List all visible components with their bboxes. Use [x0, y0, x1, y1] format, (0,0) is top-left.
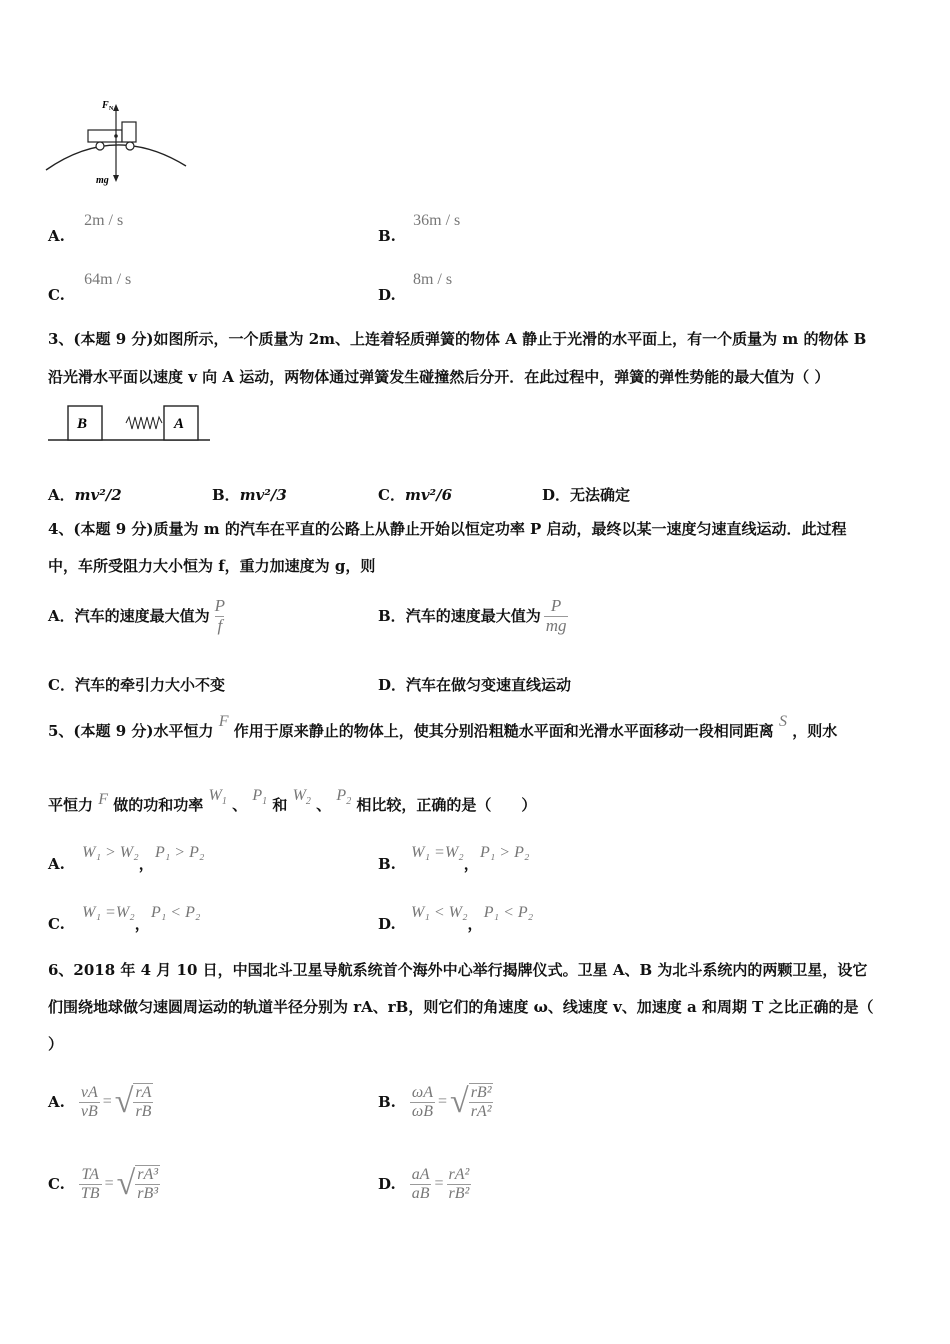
sqrt-sign: √	[450, 1083, 469, 1120]
option-letter: D.	[378, 1175, 396, 1193]
option-letter: B．	[212, 486, 240, 504]
option-fraction	[213, 597, 227, 635]
fraction-denominator: rB³	[137, 1185, 159, 1202]
spring	[126, 417, 162, 429]
q3-option-c[interactable]	[378, 485, 452, 505]
truck-wheel-front	[126, 142, 134, 150]
separator: 、	[316, 796, 332, 814]
option-work-relation: W₁ =W₂	[82, 904, 135, 921]
normal-force-label: F	[102, 100, 109, 111]
q6-option-b[interactable]	[378, 1072, 493, 1132]
q4-option-b[interactable]	[378, 594, 568, 638]
q5-text-c: ，则水	[792, 722, 838, 740]
distance-symbol: S	[779, 713, 788, 730]
option-value: mv²/2	[74, 486, 122, 504]
sqrt-sign: √	[116, 1165, 136, 1202]
truck-on-hill-figure	[40, 92, 200, 188]
q5-option-a[interactable]	[48, 842, 205, 873]
q4-stem-line-1: 4、(本题 9 分)质量为 m 的汽车在平直的公路上从静止开始以恒定功率 P 启动，最终以某一速度匀速直线运动．此过程	[48, 520, 847, 538]
q3-option-b[interactable]	[212, 485, 287, 505]
option-power-relation: P₁ < P₂	[483, 904, 534, 921]
lhs-fraction	[79, 1084, 100, 1120]
truck-cab	[122, 122, 136, 142]
fraction-denominator: aB	[411, 1184, 430, 1202]
q6-stem-line-3: ）	[48, 1035, 64, 1053]
lhs-fraction	[410, 1084, 435, 1120]
option-letter: C.	[48, 915, 65, 933]
rhs-fraction	[135, 1165, 160, 1202]
q5-text-a: 5、(本题 9 分)水平恒力	[48, 722, 214, 740]
option-power-relation: P₁ < P₂	[150, 904, 201, 921]
q6-option-c[interactable]	[48, 1154, 160, 1214]
q6-option-d[interactable]	[378, 1154, 471, 1214]
option-value: 2m / s	[84, 212, 124, 229]
q5-text-e: 做的功和功率	[113, 796, 204, 814]
power-symbol-2: $P_2$	[336, 787, 352, 808]
option-letter: B．	[378, 607, 406, 625]
q6-stem-line-1: 6、2018 年 4 月 10 日，中国北斗卫星导航系统首个海外中心举行揭牌仪式。卫星 A、B 为北斗系统内的两颗卫星，设它	[48, 961, 868, 979]
fraction-denominator: vB	[80, 1102, 98, 1120]
q2-option-d[interactable]	[378, 271, 453, 304]
equals-sign: =	[437, 1093, 448, 1110]
sqrt-sign: √	[114, 1083, 134, 1120]
option-letter: C．	[48, 676, 75, 694]
fraction-denominator: mg	[545, 615, 567, 635]
option-work-relation: W₁ =W₂	[411, 844, 464, 861]
option-fraction	[544, 597, 569, 635]
option-text: 汽车的速度最大值为	[405, 607, 541, 625]
option-value: 36m / s	[413, 212, 461, 229]
fraction-denominator: rB	[135, 1103, 152, 1120]
fraction-denominator: f	[217, 615, 223, 635]
normal-force-arrowhead	[113, 104, 119, 111]
q5-text-f: 相比较，正确的是（ ）	[356, 796, 537, 814]
fraction-numerator: P	[550, 595, 562, 615]
q5-text-b: 作用于原来静止的物体上，使其分别沿粗糙水平面和光滑水平面移动一段相同距离	[233, 722, 774, 740]
option-letter: A.	[48, 227, 65, 245]
force-symbol: F	[218, 713, 229, 730]
option-letter: A．	[48, 607, 75, 625]
power-symbol-1: $P_1$	[252, 787, 268, 808]
rhs-fraction	[469, 1083, 494, 1120]
option-letter: A．	[48, 486, 75, 504]
option-value: mv²/3	[239, 486, 287, 504]
option-text: 汽车在做匀变速直线运动	[406, 676, 572, 694]
q2-option-a[interactable]	[48, 212, 124, 245]
q2-option-c[interactable]	[48, 271, 132, 304]
fraction-numerator: ωA	[411, 1083, 433, 1101]
q4-option-d[interactable]	[378, 675, 571, 695]
q4-option-a[interactable]	[48, 594, 227, 638]
q6-option-a[interactable]	[48, 1072, 153, 1132]
q5-option-b[interactable]	[378, 842, 530, 873]
fraction-numerator: rA	[135, 1084, 152, 1102]
option-value: 8m / s	[412, 271, 453, 288]
option-value: mv²/6	[404, 486, 453, 504]
comma: ，	[134, 915, 150, 933]
fraction-numerator: P	[214, 595, 226, 615]
lhs-fraction	[410, 1166, 432, 1202]
q3-stem-line-1: 3、(本题 9 分)如图所示，一个质量为 2m、上连着轻质弹簧的物体 A 静止于光滑的水平面上，有一个质量为 m 的物体 B	[48, 330, 867, 348]
equals-sign: =	[102, 1093, 112, 1110]
option-letter: A.	[48, 1093, 65, 1111]
fraction-denominator: TB	[80, 1184, 100, 1202]
option-text: 汽车的速度最大值为	[74, 607, 210, 625]
q3-option-d[interactable]	[542, 485, 630, 505]
equals-sign: =	[104, 1175, 114, 1192]
q6-stem-line-2: 们围绕地球做匀速圆周运动的轨道半径分别为 rA、rB，则它们的角速度 ω、线速度 v、加速度 a 和周期 T 之比正确的是（	[48, 998, 874, 1016]
fraction-numerator: rA²	[448, 1165, 470, 1183]
fraction-denominator: rA²	[470, 1103, 492, 1120]
rhs-fraction	[133, 1083, 153, 1120]
block-b-label: B	[77, 416, 88, 432]
option-work-relation: W₁ > W₂	[82, 844, 139, 861]
spring-blocks-figure	[44, 400, 214, 450]
work-symbol-1: $W_1$	[208, 787, 227, 808]
option-letter: C.	[48, 1175, 65, 1193]
option-letter: B.	[378, 227, 396, 245]
block-a-label: A	[174, 416, 185, 432]
fraction-denominator: ωB	[411, 1102, 433, 1120]
comma: ，	[463, 855, 479, 873]
comma: ，	[467, 915, 483, 933]
fraction-numerator: vA	[80, 1083, 98, 1101]
q5-stem-line-1	[48, 713, 908, 742]
option-letter: C．	[378, 486, 405, 504]
option-letter: B.	[378, 1093, 396, 1111]
fraction-numerator: TA	[81, 1165, 99, 1183]
q5-stem-line-2	[48, 787, 908, 822]
option-text: 汽车的牵引力大小不变	[74, 676, 225, 694]
normal-force-subscript: N	[109, 106, 114, 112]
q3-stem-line-2: 沿光滑水平面以速度 v 向 A 运动，两物体通过弹簧发生碰撞然后分开．在此过程中，弹簧的弹性势能的最大值为（ ）	[48, 368, 830, 386]
q5-option-d[interactable]	[378, 902, 534, 933]
option-letter: B.	[378, 855, 396, 873]
truck-wheel-rear	[96, 142, 104, 150]
q5-text-d: 平恒力	[48, 796, 94, 814]
option-letter: C.	[48, 286, 65, 304]
weight-arrowhead	[113, 175, 119, 182]
fraction-numerator: rA³	[137, 1166, 159, 1184]
option-letter: D．	[378, 676, 407, 694]
option-work-relation: W₁ < W₂	[410, 904, 468, 921]
comma: ，	[138, 855, 154, 873]
weight-label: mg	[96, 175, 109, 186]
equals-sign: =	[434, 1175, 444, 1192]
q4-option-c[interactable]	[48, 675, 225, 695]
lhs-fraction	[79, 1166, 102, 1202]
rhs-fraction	[447, 1166, 472, 1202]
and-word: 和	[272, 796, 288, 814]
center-of-mass-dot	[114, 134, 118, 138]
option-letter: D.	[378, 286, 396, 304]
option-letter: D.	[378, 915, 396, 933]
fraction-numerator: aA	[411, 1165, 430, 1183]
fraction-denominator: rB²	[448, 1184, 470, 1202]
force-symbol: F	[98, 791, 109, 808]
separator: 、	[232, 796, 248, 814]
q2-option-b[interactable]	[378, 212, 461, 245]
q4-stem-line-2: 中，车所受阻力大小恒为 f，重力加速度为 g，则	[48, 557, 376, 575]
q5-option-c[interactable]	[48, 902, 201, 933]
work-symbol-2: $W_2$	[292, 787, 311, 808]
option-power-relation: P₁ > P₂	[154, 844, 205, 861]
option-value: 64m / s	[84, 271, 132, 288]
option-value: 无法确定	[570, 486, 631, 504]
option-power-relation: P₁ > P₂	[479, 844, 530, 861]
option-letter: A.	[48, 855, 65, 873]
q3-option-a[interactable]	[48, 485, 122, 505]
option-letter: D．	[542, 486, 571, 504]
fraction-numerator: rB²	[470, 1084, 492, 1102]
